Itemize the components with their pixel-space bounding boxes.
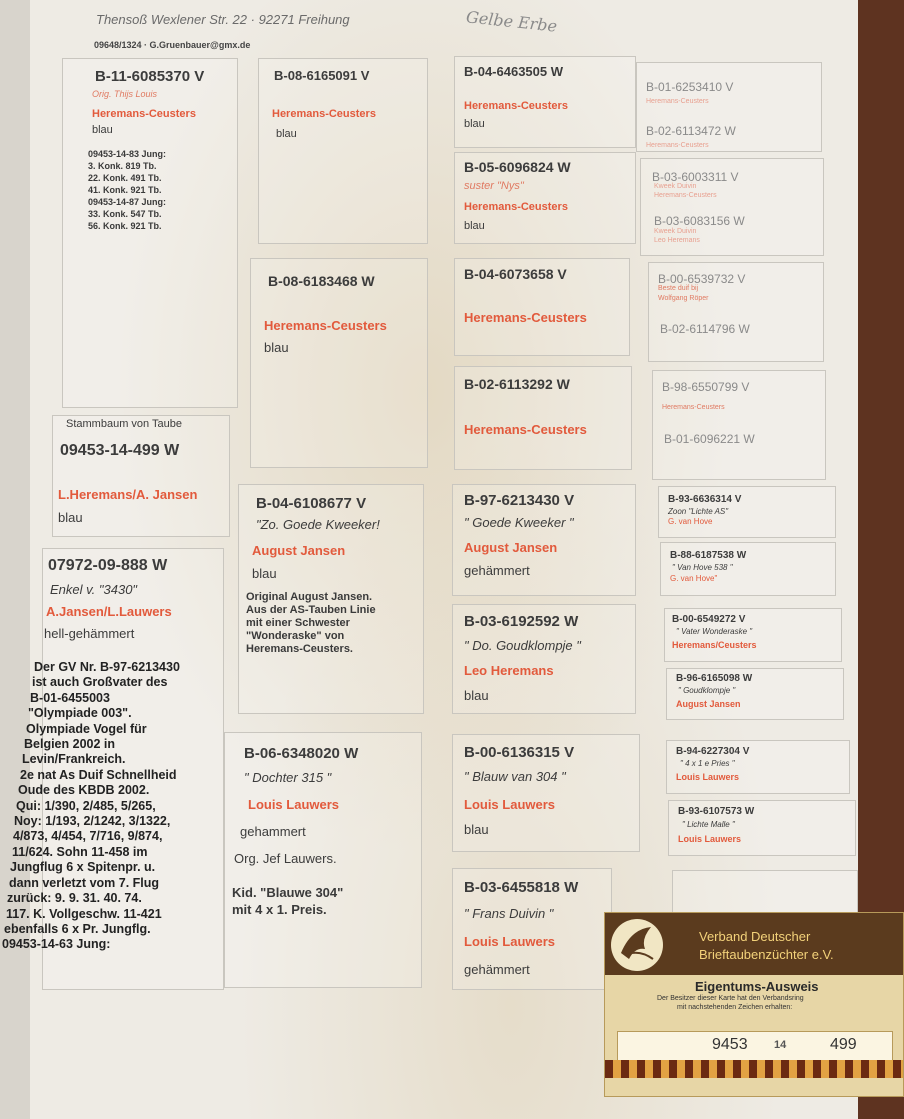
- gen4-14-line3: Louis Lauwers: [678, 834, 742, 844]
- note-line: Levin/Frankreich.: [22, 752, 126, 767]
- card-text-1: Der Besitzer dieser Karte hat den Verbandsring: [657, 995, 804, 1002]
- gen3-6-color: blau: [464, 688, 489, 703]
- gen4-3-line3: Heremans-Ceusters: [654, 192, 717, 199]
- gen3-8-ring: B-03-6455818 W: [464, 879, 579, 896]
- gen3-7-ring: B-00-6136315 V: [464, 744, 575, 761]
- note-line: ebenfalls 6 x Pr. Jungflg.: [4, 921, 151, 936]
- note-line: 2e nat As Duif Schnellheid: [20, 767, 177, 782]
- gen4-9-line2: Zoon "Lichte AS": [668, 507, 729, 516]
- result-line: 3. Konk. 819 Tb.: [88, 161, 157, 171]
- note-line: Noy: 1/193, 2/1242, 3/1322,: [14, 814, 171, 829]
- note-line: 117. K. Vollgeschw. 11-421: [6, 906, 162, 921]
- gen4-9-ring: B-93-6636314 V: [668, 494, 742, 505]
- gen1-dam-color: hell-gehämmert: [44, 626, 135, 641]
- gen3-1-breeder: Heremans-Ceusters: [464, 100, 568, 112]
- card-text-2: mit nachstehenden Zeichen erhalten:: [677, 1004, 793, 1011]
- gen4-8-ring: B-01-6096221 W: [664, 432, 755, 446]
- subject-title: Stammbaum von Taube: [66, 418, 182, 430]
- subject-ring: 09453-14-499 W: [60, 442, 180, 459]
- gen2-3-ring: B-04-6108677 V: [256, 495, 367, 512]
- gen3-8-color: gehämmert: [464, 962, 530, 977]
- gen3-4-ring: B-02-6113292 W: [464, 376, 570, 392]
- gen4-11-ring: B-00-6549272 V: [672, 614, 746, 625]
- note-line: zurück: 9. 9. 31. 40. 74.: [7, 891, 142, 906]
- gen2-4-breeder: Louis Lauwers: [248, 797, 340, 812]
- gen3-5-breeder: August Jansen: [464, 540, 558, 555]
- gen3-1-color: blau: [464, 118, 485, 130]
- gen4-3-line2: Kweek Duivin: [654, 183, 697, 190]
- gen4-2-ring: B-02-6113472 W: [646, 124, 736, 138]
- card-ring: 499: [830, 1036, 857, 1053]
- gen4-10-ring: B-88-6187538 W: [670, 550, 747, 561]
- gen4-13-ring: B-94-6227304 V: [676, 746, 750, 757]
- gen4-4-ring: B-03-6083156 W: [654, 214, 745, 228]
- note-line: Olympiade Vogel für: [26, 721, 147, 736]
- note-line: "Wonderaske" von: [246, 630, 345, 642]
- gen3-1-ring: B-04-6463505 W: [464, 64, 563, 79]
- card-org-line2: Brieftaubenzüchter e.V.: [699, 947, 834, 962]
- gen4-4-line2: Kweek Duivin: [654, 228, 697, 235]
- gen4-11-line3: Heremans/Ceusters: [672, 640, 757, 650]
- note-line: Qui: 1/390, 2/485, 5/265,: [16, 798, 156, 813]
- card-pattern-band: [605, 1060, 904, 1078]
- gen1-dam-name: Enkel v. "3430": [50, 582, 138, 597]
- subject-color: blau: [58, 510, 83, 525]
- note-line: Kid. "Blauwe 304": [232, 885, 344, 900]
- note-line: Oude des KBDB 2002.: [18, 783, 150, 798]
- note-line: Belgien 2002 in: [24, 737, 116, 752]
- gen1-dam-breeder: A.Jansen/L.Lauwers: [46, 604, 172, 619]
- gen3-2-color: blau: [464, 220, 485, 232]
- note-line: Original August Jansen.: [246, 591, 373, 603]
- gen2-4-extra: Org. Jef Lauwers.: [234, 851, 337, 866]
- ownership-card: [604, 912, 904, 1097]
- gen4-4-line3: Leo Heremans: [654, 237, 700, 244]
- note-line: mit einer Schwester: [246, 617, 350, 629]
- gen1-dam-notes: [2, 660, 180, 953]
- card-year: 14: [774, 1039, 787, 1051]
- gen4-box-11: [672, 870, 858, 914]
- gen3-7-breeder: Louis Lauwers: [464, 797, 556, 812]
- gen1-sire-name: Orig. Thijs Louis: [92, 89, 158, 99]
- gen3-7-name: " Blauw van 304 ": [464, 769, 566, 784]
- note-line: Heremans-Ceusters.: [246, 643, 353, 655]
- gen4-13-line3: Louis Lauwers: [676, 772, 740, 782]
- gen2-2-ring: B-08-6183468 W: [268, 273, 375, 289]
- gen3-5-ring: B-97-6213430 V: [464, 492, 575, 509]
- note-line: dann verletzt vom 7. Flug: [9, 875, 160, 890]
- handwritten-note: Gelbe Erbe: [465, 7, 558, 36]
- gen1-sire-breeder: Heremans-Ceusters: [92, 108, 196, 120]
- gen2-box-2: [250, 258, 428, 468]
- gen4-5-ring: B-00-6539732 V: [658, 272, 746, 286]
- gen3-4-breeder: Heremans-Ceusters: [464, 422, 587, 437]
- gen4-9-line3: G. van Hove: [668, 517, 713, 526]
- gen2-4-notes: [232, 884, 343, 918]
- gen3-7-color: blau: [464, 822, 489, 837]
- gen4-13-line2: " 4 x 1 e Pries ": [680, 759, 735, 768]
- gen1-sire-color: blau: [92, 124, 113, 136]
- gen4-2-line2: Heremans-Ceusters: [646, 142, 709, 149]
- gen3-6-name: " Do. Goudklompje ": [464, 638, 581, 653]
- note-line: mit 4 x 1. Preis.: [232, 902, 327, 917]
- gen4-10-line2: " Van Hove 538 ": [672, 563, 733, 572]
- gen1-sire-results: [88, 148, 166, 232]
- result-line: 33. Konk. 547 Tb.: [88, 209, 162, 219]
- gen2-3-color: blau: [252, 566, 277, 581]
- gen4-3-ring: B-03-6003311 V: [652, 170, 739, 184]
- gen2-4-ring: B-06-6348020 W: [244, 745, 359, 762]
- gen4-12-line3: August Jansen: [676, 699, 741, 709]
- note-line: "Olympiade 003".: [28, 706, 132, 721]
- gen3-2-ring: B-05-6096824 W: [464, 159, 571, 175]
- note-line: 11/624. Sohn 11-458 im: [12, 844, 148, 859]
- gen2-4-color: gehammert: [240, 824, 306, 839]
- gen2-3-name: "Zo. Goede Kweeker!: [256, 517, 380, 532]
- gen3-8-name: " Frans Duivin ": [464, 906, 554, 921]
- gen3-5-color: gehämmert: [464, 563, 530, 578]
- gen2-2-breeder: Heremans-Ceusters: [264, 318, 387, 333]
- note-line: Aus der AS-Tauben Linie: [246, 604, 376, 616]
- gen4-box-1: [636, 62, 822, 152]
- card-org-line1: Verband Deutscher: [699, 929, 811, 944]
- note-line: Jungflug 6 x Spitenpr. u.: [10, 860, 156, 875]
- gen4-7-line2: Heremans-Ceusters: [662, 404, 725, 411]
- note-line: Der GV Nr. B-97-6213430: [34, 660, 180, 674]
- result-line: 09453-14-83 Jung:: [88, 149, 167, 159]
- gen4-5-line3: Wolfgang Röper: [658, 295, 709, 302]
- note-line: 4/873, 4/454, 7/716, 9/874,: [13, 829, 163, 844]
- card-number: 9453: [712, 1036, 748, 1053]
- gen4-1-ring: B-01-6253410 V: [646, 80, 734, 94]
- gen3-6-ring: B-03-6192592 W: [464, 613, 579, 630]
- gen2-2-color: blau: [264, 340, 289, 355]
- result-line: 56. Konk. 921 Tb.: [88, 221, 162, 231]
- gen3-5-name: " Goede Kweeker ": [464, 515, 574, 530]
- gen3-2-name: suster "Nys": [464, 180, 524, 192]
- gen4-11-line2: " Vater Wonderaske ": [676, 627, 753, 636]
- gen4-12-ring: B-96-6165098 W: [676, 673, 753, 684]
- result-line: 09453-14-87 Jung:: [88, 197, 167, 207]
- gen3-3-ring: B-04-6073658 V: [464, 266, 567, 282]
- result-line: 41. Konk. 921 Tb.: [88, 185, 162, 195]
- header-address: Thensoß Wexlener Str. 22 · 92271 Freihung: [96, 12, 350, 27]
- gen2-4-name: " Dochter 315 ": [244, 770, 332, 785]
- gen4-14-line2: " Lichte Malle ": [682, 820, 735, 829]
- gen4-12-line2: " Goudklompje ": [678, 686, 736, 695]
- subject-breeder: L.Heremans/A. Jansen: [58, 487, 198, 502]
- card-header: [605, 913, 904, 975]
- gen4-10-line3: G. van Hove": [670, 574, 718, 583]
- gen3-2-breeder: Heremans-Ceusters: [464, 201, 568, 213]
- gen2-3-notes: [246, 591, 376, 656]
- dove-logo-icon: [611, 919, 663, 971]
- gen4-14-ring: B-93-6107573 W: [678, 806, 755, 817]
- ring-number-field: [617, 1031, 893, 1061]
- result-line: 22. Konk. 491 Tb.: [88, 173, 162, 183]
- gen1-dam-ring: 07972-09-888 W: [48, 557, 168, 574]
- gen4-7-ring: B-98-6550799 V: [662, 380, 750, 394]
- gen3-3-breeder: Heremans-Ceusters: [464, 310, 587, 325]
- gen3-8-breeder: Louis Lauwers: [464, 934, 556, 949]
- header-contact: 09648/1324 · G.Gruenbauer@gmx.de: [94, 40, 251, 50]
- gen2-1-breeder: Heremans-Ceusters: [272, 108, 376, 120]
- gen4-1-line2: Heremans-Ceusters: [646, 98, 709, 105]
- gen2-box-1: [258, 58, 428, 244]
- gen1-sire-ring: B-11-6085370 V: [95, 68, 205, 85]
- gen2-1-ring: B-08-6165091 V: [274, 68, 370, 83]
- card-title: Eigentums-Ausweis: [695, 979, 819, 994]
- gen2-1-color: blau: [276, 128, 297, 140]
- gen4-5-line2: Beste duif bij: [658, 285, 699, 292]
- note-line: ist auch Großvater des: [32, 675, 168, 690]
- gen4-6-ring: B-02-6114796 W: [660, 322, 750, 336]
- note-line: B-01-6455003: [30, 690, 110, 705]
- gen2-3-breeder: August Jansen: [252, 543, 346, 558]
- gen3-6-breeder: Leo Heremans: [464, 663, 554, 678]
- note-line: 09453-14-63 Jung:: [2, 937, 111, 952]
